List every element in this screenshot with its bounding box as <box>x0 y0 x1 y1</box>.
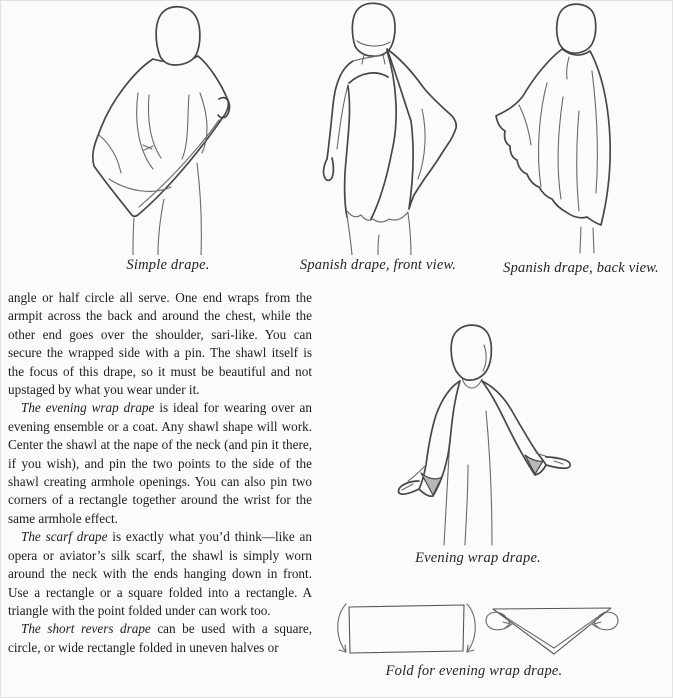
fold-diagram-illustration <box>326 596 673 668</box>
spanish-drape-back-illustration <box>489 1 673 255</box>
fold-diagram-caption: Fold for evening wrap drape. <box>385 663 563 679</box>
paragraph-body: angle or half circle all serve. One end wraps from the armpit across the back and around the chest, while the other end goes over the shoulder, sari-like. You can secure the wrapped side with a pin. The shawl itself is the focus of this drape, so it must be beautiful and not upstaged by what you wear under it. <box>8 290 312 398</box>
paragraph-lead: The short revers drape <box>21 621 151 637</box>
spanish-back-caption: Spanish drape, back view. <box>503 260 659 276</box>
spanish-drape-front-illustration <box>291 1 471 255</box>
paragraph-lead: The evening wrap drape <box>21 400 155 416</box>
paragraph-body: is ideal for wearing over an evening ensemble or a coat. Any shawl shape will work. Center the shawl at the nape of the neck (and pin it there, if you wish), and pin the two points to the side of the shawl creating armhole openings. You can also pin two corners of a rectangle together around the wrist for the same armhole effect. <box>8 400 313 526</box>
evening-wrap-caption: Evening wrap drape. <box>415 550 541 566</box>
spanish-front-caption: Spanish drape, front view. <box>299 257 457 273</box>
paragraph-lead: The scarf drape <box>21 529 108 545</box>
paragraph <box>8 620 312 657</box>
simple-drape-illustration <box>61 3 266 255</box>
simple-drape-caption: Simple drape. <box>126 257 210 273</box>
evening-wrap-illustration <box>386 293 601 549</box>
paragraph <box>8 289 312 399</box>
article-text <box>8 289 312 657</box>
paragraph-body: can be used with a square, circle, or wide rectangle folded in uneven halves or <box>8 621 312 655</box>
paragraph-body: is exactly what you’d think—like an opera or aviator’s silk scarf, the shawl is simply worn around the neck with the ends hanging down in front. Use a rectangle or a square folded into a rectangle. A triangle with the point folded under can work too. <box>8 529 312 618</box>
paragraph <box>8 528 312 620</box>
paragraph <box>8 399 312 528</box>
